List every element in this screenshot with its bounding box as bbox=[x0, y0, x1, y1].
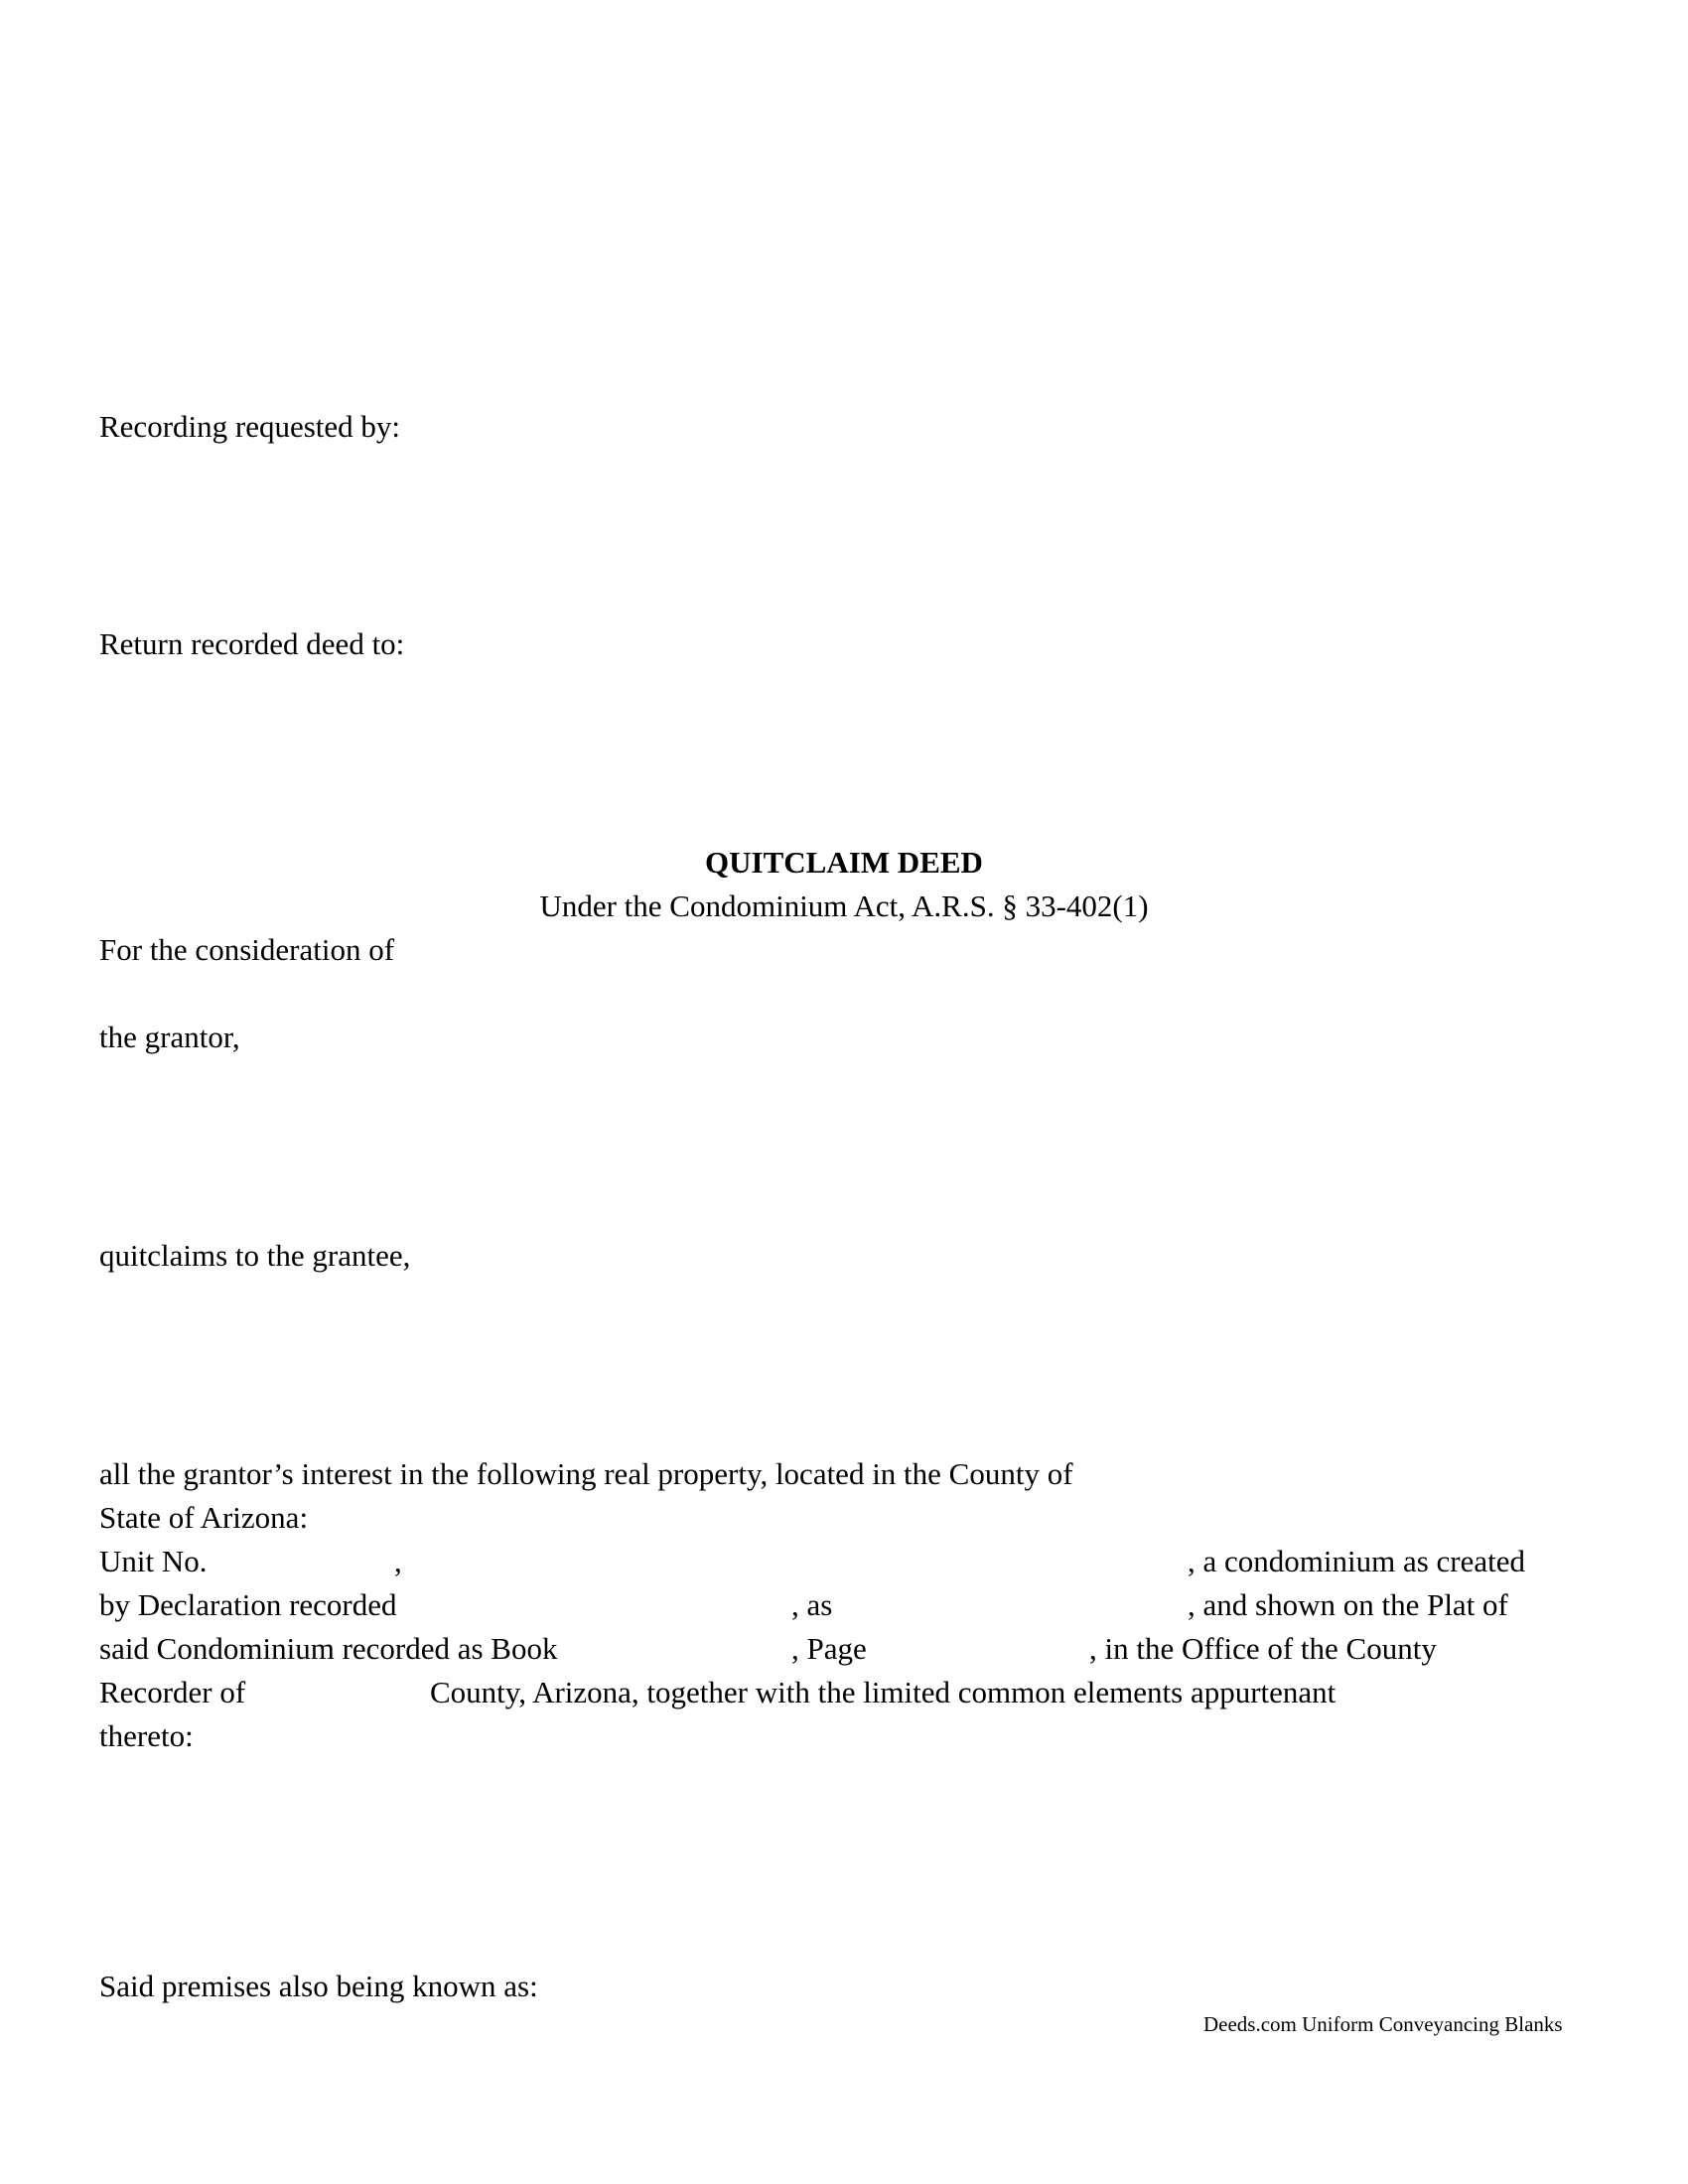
recording-requested-label: Recording requested by: bbox=[99, 409, 401, 444]
unit-comma: , bbox=[394, 1544, 402, 1578]
footer-text: Deeds.com Uniform Conveyancing Blanks bbox=[1203, 2012, 1563, 2036]
by-declaration-label: by Declaration recorded bbox=[99, 1587, 397, 1622]
return-deed-label: Return recorded deed to: bbox=[99, 626, 405, 661]
page-label: , Page bbox=[791, 1631, 867, 1666]
interest-line: all the grantor’s interest in the following real property, located in the County of bbox=[99, 1456, 1073, 1491]
document-subtitle: Under the Condominium Act, A.R.S. § 33-402(1) bbox=[539, 888, 1149, 923]
thereto-label: thereto: bbox=[99, 1718, 194, 1753]
office-county-label: , in the Office of the County bbox=[1089, 1631, 1437, 1666]
county-arizona-label: County, Arizona, together with the limited common elements appurtenant bbox=[430, 1675, 1336, 1709]
grantee-label: quitclaims to the grantee, bbox=[99, 1238, 411, 1273]
condo-created-label: , a condominium as created bbox=[1188, 1544, 1526, 1578]
document-title: QUITCLAIM DEED bbox=[705, 845, 983, 880]
premises-known-label: Said premises also being known as: bbox=[99, 1969, 538, 2003]
condo-book-label: said Condominium recorded as Book bbox=[99, 1631, 558, 1666]
shown-on-plat-label: , and shown on the Plat of bbox=[1188, 1587, 1508, 1622]
consideration-label: For the consideration of bbox=[99, 932, 395, 967]
unit-no-label: Unit No. bbox=[99, 1544, 208, 1578]
grantor-label: the grantor, bbox=[99, 1020, 240, 1054]
as-label: , as bbox=[791, 1587, 833, 1622]
recorder-of-label: Recorder of bbox=[99, 1675, 246, 1709]
state-line: State of Arizona: bbox=[99, 1500, 309, 1535]
